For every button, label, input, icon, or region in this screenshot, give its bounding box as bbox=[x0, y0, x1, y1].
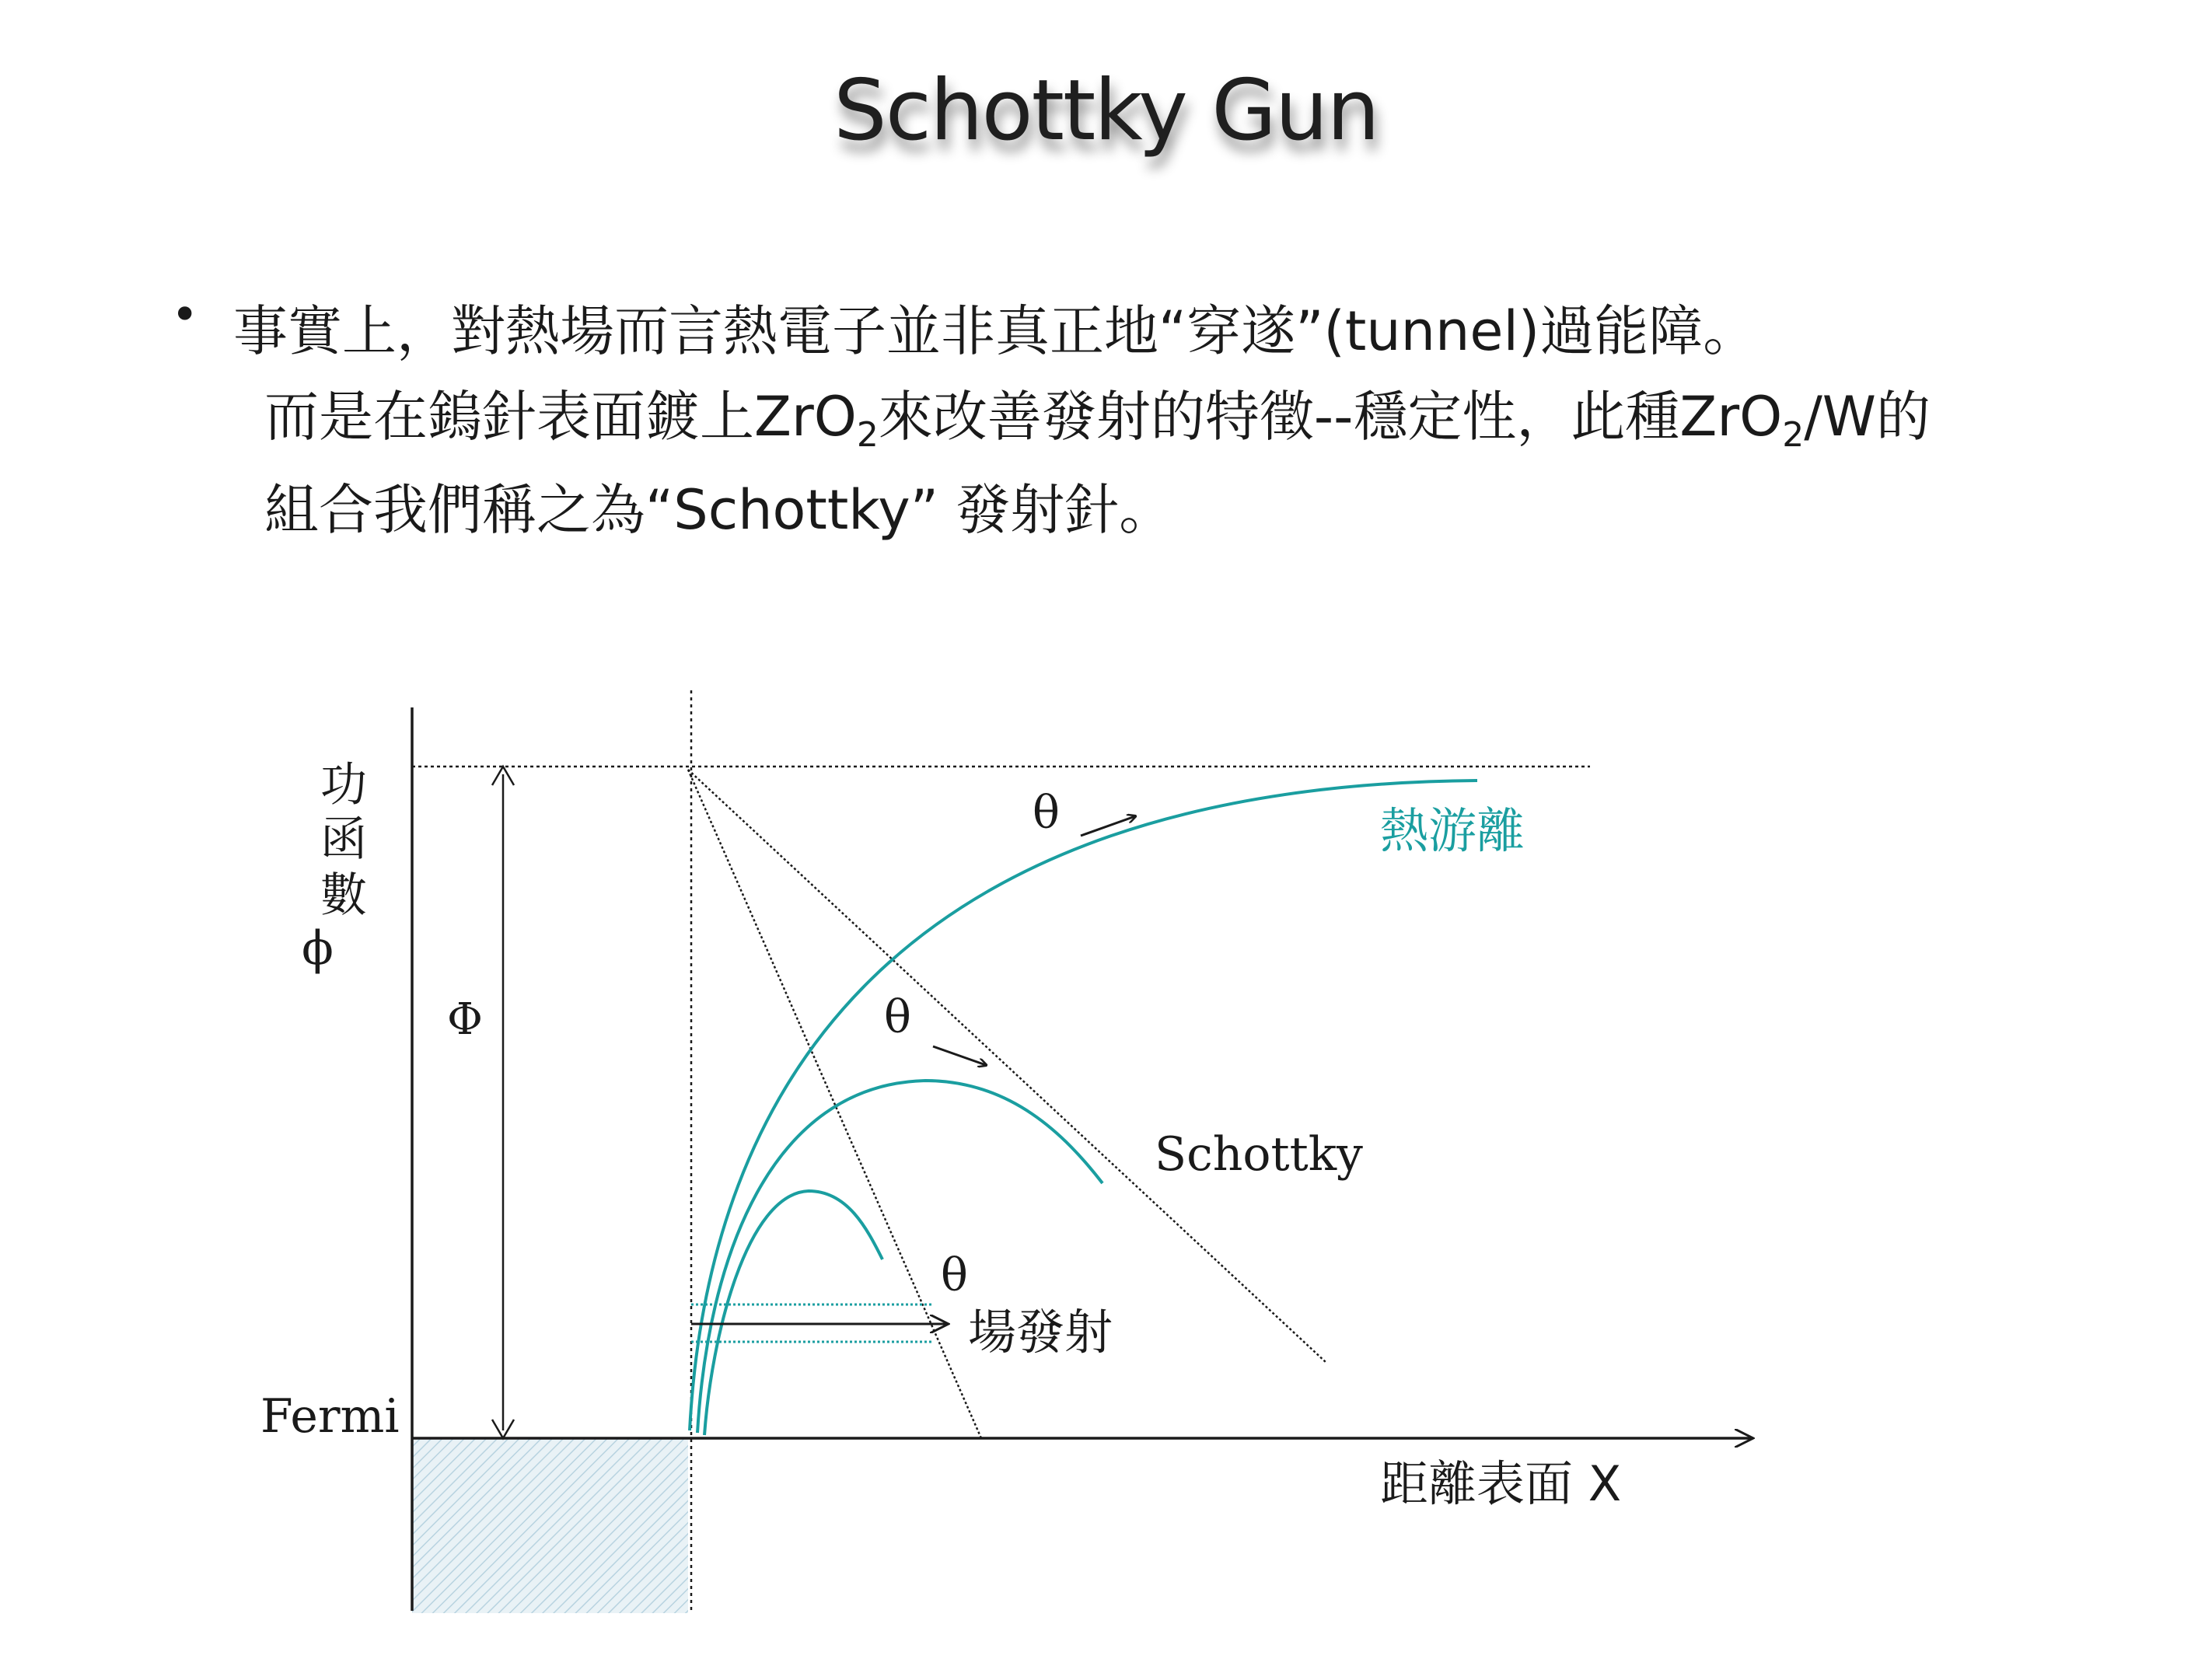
y-axis-label-1: 功 bbox=[320, 758, 367, 812]
field-emission-label: 場發射 bbox=[968, 1304, 1113, 1360]
theta-arrow-1 bbox=[1081, 816, 1135, 836]
x-axis-label: 距離表面 X bbox=[1380, 1455, 1622, 1512]
field-line-schottky bbox=[688, 770, 1326, 1362]
bullet-line-3: 組合我們稱之為“Schottky” 發射針。 bbox=[264, 478, 1174, 542]
thermionic-label: 熱游離 bbox=[1380, 802, 1525, 859]
subscript-2: 2 bbox=[856, 415, 879, 455]
metal-region bbox=[412, 1438, 688, 1613]
y-axis-label-3: 數 bbox=[320, 868, 367, 923]
field-line-steep bbox=[688, 770, 981, 1438]
bullet-dot: • bbox=[171, 288, 199, 342]
bullet-line-2-part1: 而是在鎢針表面鍍上ZrO bbox=[264, 385, 857, 449]
schottky-curve bbox=[697, 1081, 1103, 1433]
slide-title: Schottky Gun bbox=[833, 62, 1379, 159]
bullet-line-2-part3: /W的 bbox=[1804, 385, 1931, 449]
theta-label-1: θ bbox=[1033, 786, 1060, 839]
phi-label: Φ bbox=[447, 994, 483, 1045]
field-emission-curve bbox=[704, 1191, 882, 1435]
theta-arrow-2 bbox=[933, 1046, 986, 1065]
theta-label-3: θ bbox=[941, 1249, 968, 1301]
schottky-label: Schottky bbox=[1155, 1127, 1363, 1182]
subscript-2: 2 bbox=[1782, 415, 1805, 455]
y-axis-label-2: 函 bbox=[320, 812, 367, 867]
bullet-line-1: 事實上，對熱場而言熱電子並非真正地“穿遂”(tunnel)過能障。 bbox=[233, 299, 1758, 363]
fermi-label: Fermi bbox=[260, 1389, 400, 1444]
theta-label-2: θ bbox=[884, 990, 911, 1043]
bullet-line-2-part2: 來改善發射的特徵--穩定性，此種ZrO bbox=[878, 385, 1783, 449]
y-axis-label-4: ϕ bbox=[302, 921, 334, 976]
